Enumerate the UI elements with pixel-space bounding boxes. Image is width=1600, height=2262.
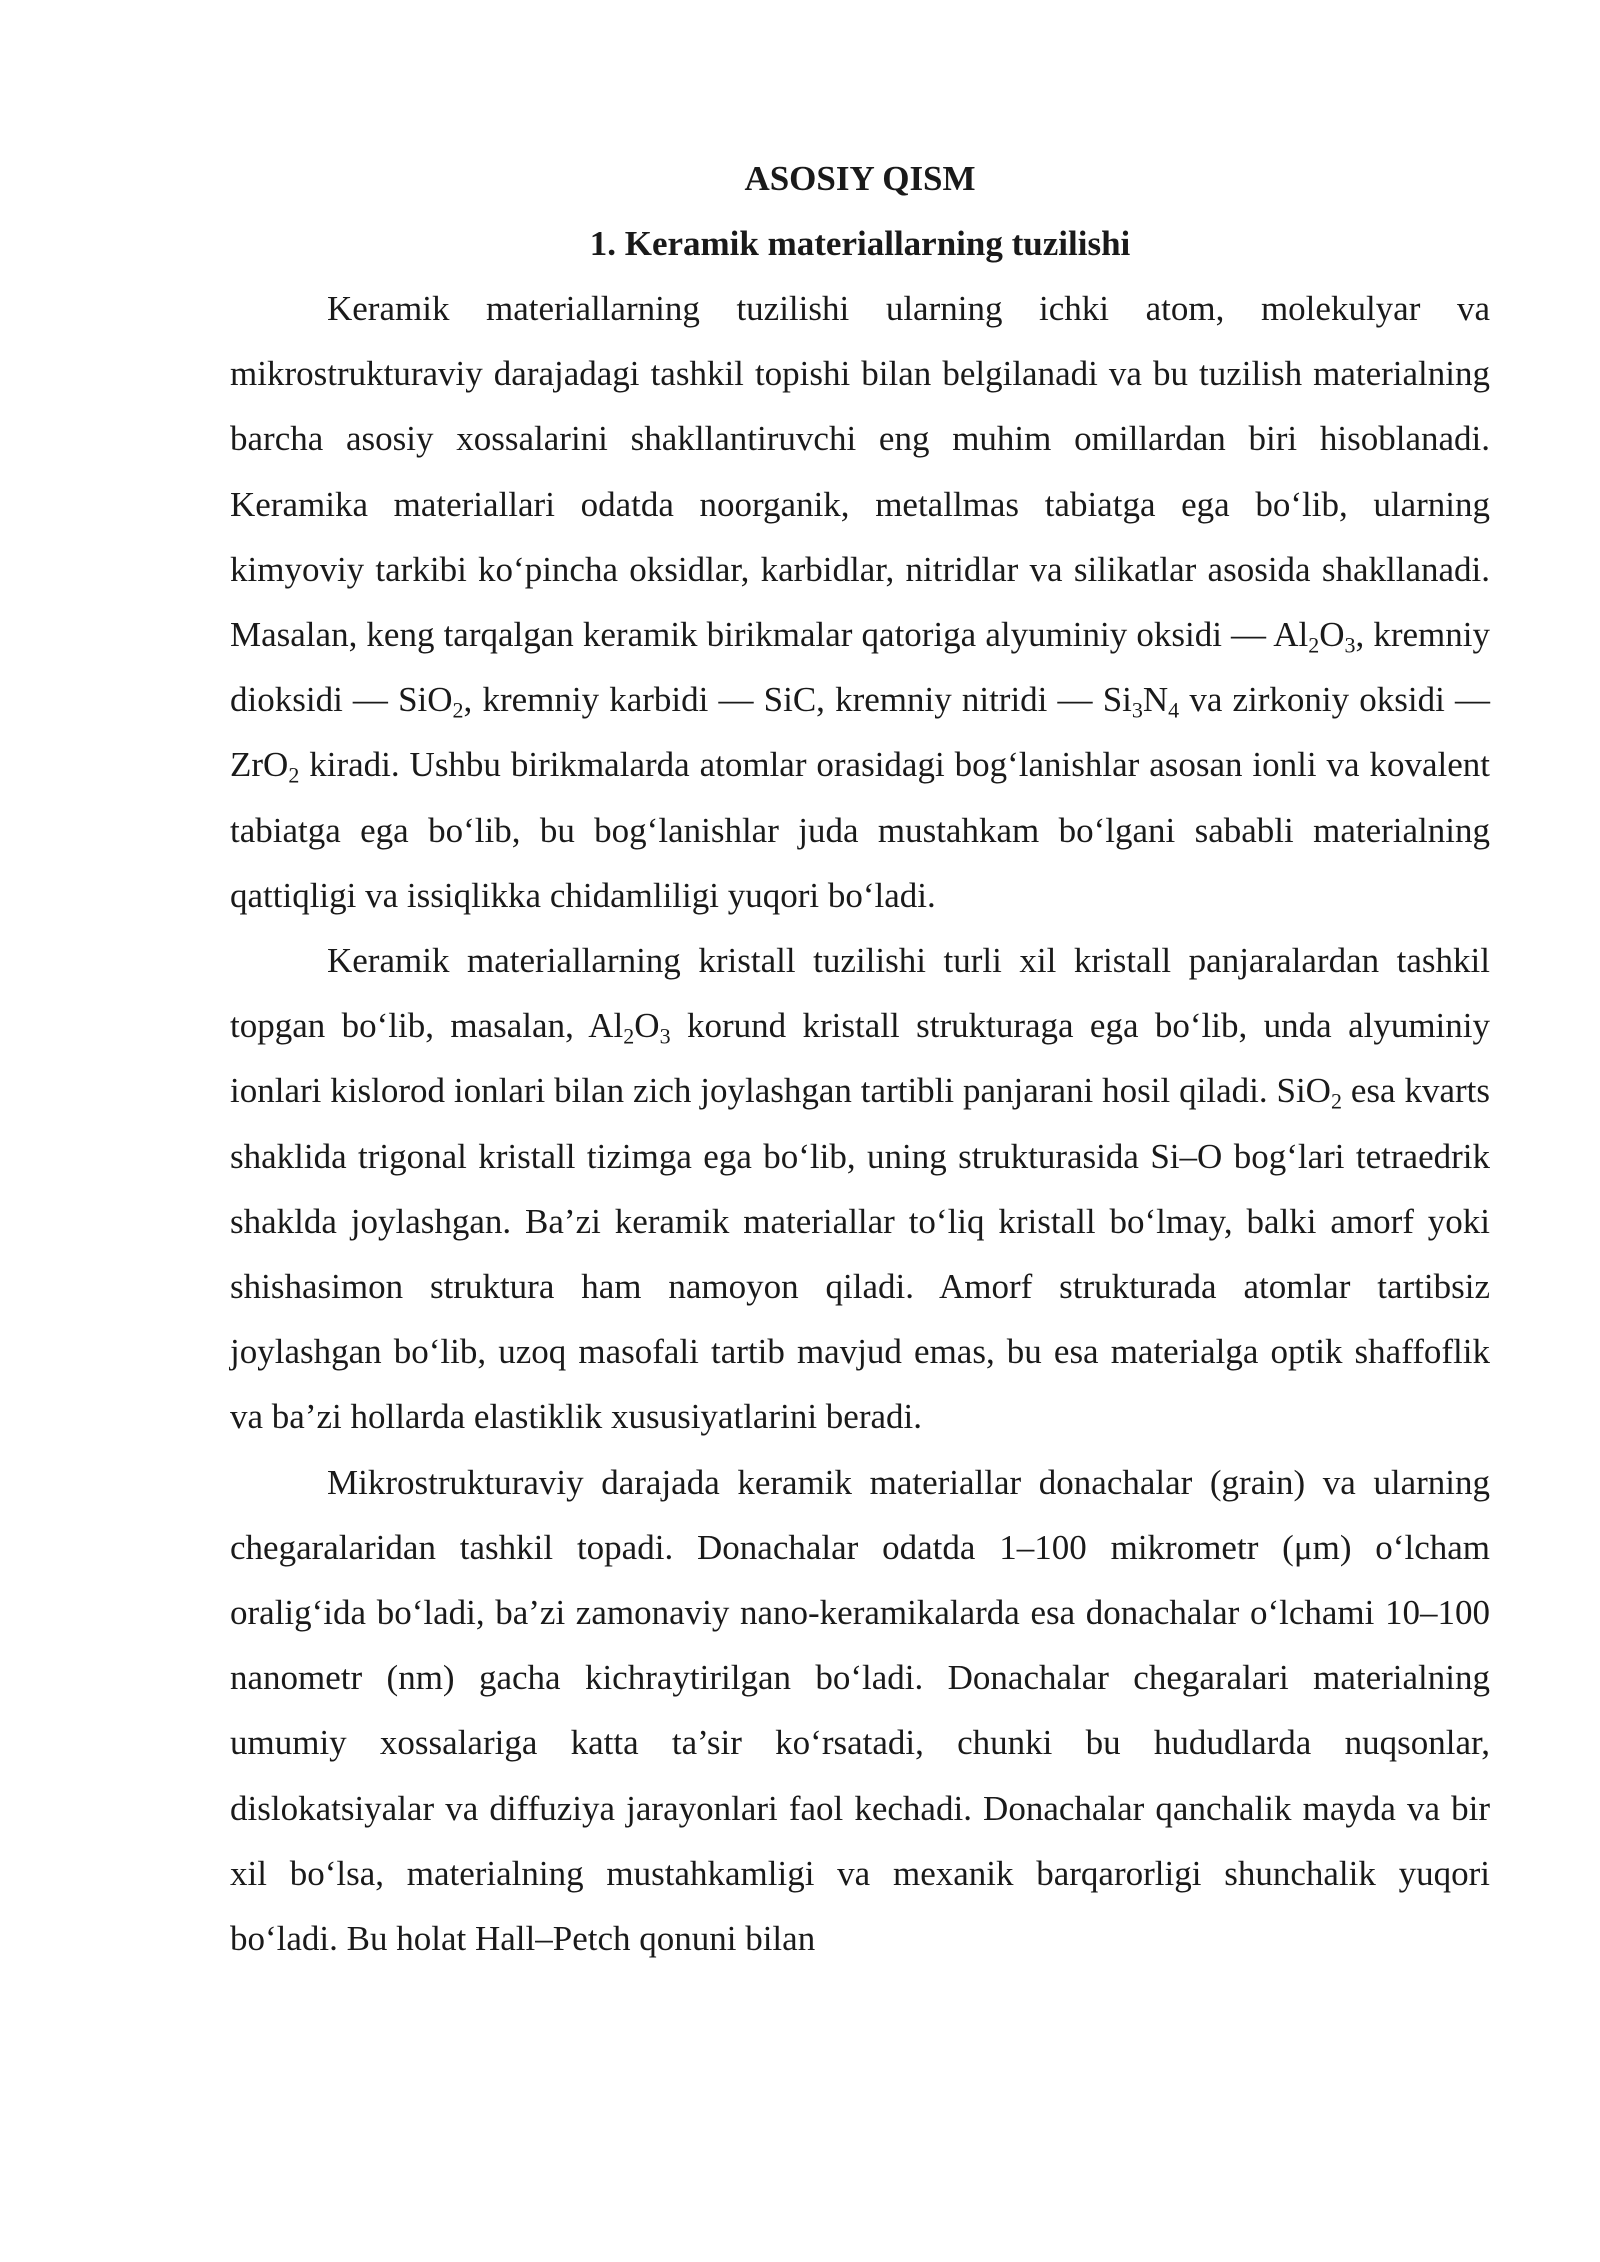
paragraph xyxy=(230,928,1490,1450)
subscript: 2 xyxy=(1330,1089,1342,1115)
text-run: , kremniy karbidi — SiC, kremniy nitridi — Si xyxy=(463,680,1132,720)
text-run: O xyxy=(1319,615,1345,655)
subscript: 2 xyxy=(623,1023,635,1049)
text-run: Mikrostrukturaviy darajada keramik materiallar donachalar (grain) va ularning chegaralaridan tashkil topadi. Donachalar odatda 1–100 mikrometr (μm) o‘lcham oralig‘ida bo‘ladi, ba’zi zamonaviy nano-keramikalarda esa donachalar o‘lchami 10–100 nanometr (nm) gacha kichraytirilgan bo‘ladi. Donachalar chegaralari materialning umumiy xossalariga katta ta’sir ko‘rsatadi, chunki bu hududlarda nuqsonlar, dislokatsiyalar va diffuziya jarayonlari faol kechadi. Donachalar qanchalik mayda va bir xil bo‘lsa, materialning mustahkamligi va mexanik barqarorligi shunchalik yuqori bo‘ladi. Bu holat Hall–Petch qonuni bilan xyxy=(230,1462,1490,1959)
subscript: 2 xyxy=(1308,632,1320,658)
subscript: 4 xyxy=(1168,697,1180,723)
paragraph xyxy=(230,1450,1490,1972)
page-heading: ASOSIY QISM xyxy=(744,159,976,198)
document-page xyxy=(230,146,1490,1971)
text-run: va zirkoniy oksidi — ZrO xyxy=(230,680,1490,785)
subscript: 3 xyxy=(1344,632,1356,658)
subscript: 2 xyxy=(452,697,464,723)
text-run: O xyxy=(634,1006,660,1046)
body-text xyxy=(230,276,1490,1971)
text-run: , kremniy dioksidi — SiO xyxy=(230,615,1490,720)
subscript: 3 xyxy=(659,1023,671,1049)
section-title: 1. Keramik materiallarning tuzilishi xyxy=(589,224,1131,263)
subscript: 2 xyxy=(288,763,300,789)
paragraph xyxy=(230,276,1490,928)
text-run: kiradi. Ushbu birikmalarda atomlar orasidagi bog‘lanishlar asosan ionli va kovalent tabiatga ega bo‘lib, bu bog‘lanishlar juda mustahkam bo‘lgani sababli materialning qattiqligi va issiqlikka chidamliligi yuqori bo‘ladi. xyxy=(230,745,1490,915)
text-run: Keramik materiallarning kristall tuzilishi turli xil kristall panjaralardan tashkil topgan bo‘lib, masalan, Al xyxy=(230,941,1490,1046)
text-run: korund kristall strukturaga ega bo‘lib, unda alyuminiy ionlari kislorod ionlari bilan zich joylashgan tartibli panjarani hosil qiladi. SiO xyxy=(230,1006,1490,1111)
subscript: 3 xyxy=(1131,697,1143,723)
text-run: esa kvarts shaklida trigonal kristall tizimga ega bo‘lib, uning strukturasida Si–O bog‘lari tetraedrik shaklda joylashgan. Ba’zi keramik materiallar to‘liq kristall bo‘lmay, balki amorf yoki shishasimon struktura ham namoyon qiladi. Amorf strukturada atomlar tartibsiz joylashgan bo‘lib, uzoq masofali tartib mavjud emas, bu esa materialga optik shaffoflik va ba’zi hollarda elastiklik xususiyatlarini beradi. xyxy=(230,1071,1490,1437)
text-run: N xyxy=(1142,680,1169,720)
text-run: Keramik materiallarning tuzilishi ularning ichki atom, molekulyar va mikrostrukturaviy darajadagi tashkil topishi bilan belgilanadi va bu tuzilish materialning barcha asosiy xossalarini shakllantiruvchi eng muhim omillardan biri hisoblanadi. Keramika materiallari odatda noorganik, metallmas tabiatga ega bo‘lib, ularning kimyoviy tarkibi ko‘pincha oksidlar, karbidlar, nitridlar va silikatlar asosida shakllanadi. Masalan, keng tarqalgan keramik birikmalar qatoriga alyuminiy oksidi — Al xyxy=(230,289,1490,655)
